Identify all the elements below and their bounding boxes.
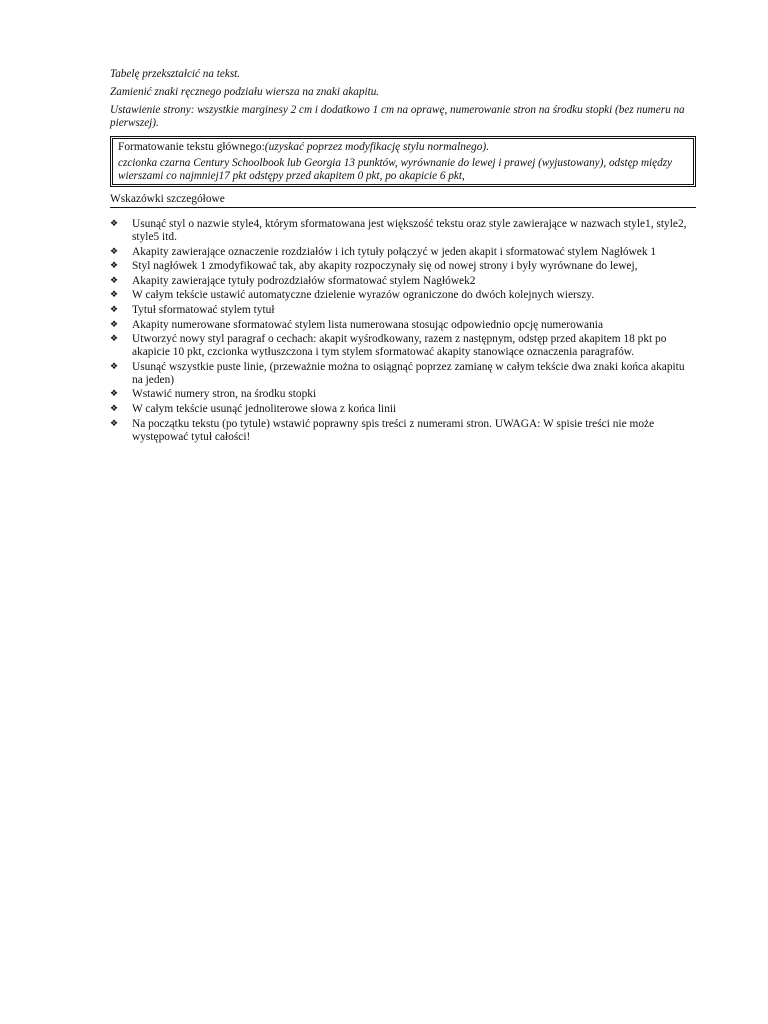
diamond-bullet-icon: ❖ xyxy=(110,219,119,229)
list-item-text: Usunąć wszystkie puste linie, (przeważnie można to osiągnąć poprzez zamianę w całym tekście dwa znaki końca akapitu na jeden) xyxy=(132,360,685,386)
list-item-text: Wstawić numery stron, na środku stopki xyxy=(132,388,317,401)
list-item xyxy=(110,403,696,416)
intro-line-3: Ustawienie strony: wszystkie marginesy 2 cm i dodatkowo 1 cm na oprawę, numerowanie stron na środku stopki (bez numeru na pierwszej). xyxy=(110,104,685,129)
list-item xyxy=(110,289,696,302)
list-item-text: Akapity numerowane sformatować stylem lista numerowana stosując odpowiednio opcję numerowania xyxy=(132,318,603,331)
list-item-text: Akapity zawierające oznaczenie rozdziałów i ich tytuły połączyć w jeden akapit i sformatować stylem Nagłówek 1 xyxy=(132,245,657,258)
box-heading xyxy=(118,140,687,154)
list-item xyxy=(110,361,696,387)
list-item-text: Utworzyć nowy styl paragraf o cechach: akapit wyśrodkowany, razem z następnym, odstęp przed akapitem 18 pkt po akapicie 10 pkt, czcionka wytłuszczona i tym stylem sformatować akapity stanowiące oznaczenia paragrafów. xyxy=(132,333,667,359)
document-page xyxy=(110,68,696,445)
diamond-bullet-icon: ❖ xyxy=(110,275,119,286)
list-item xyxy=(110,218,696,244)
diamond-bullet-icon: ❖ xyxy=(110,403,119,414)
list-item xyxy=(110,319,696,332)
list-item-text: W całym tekście ustawić automatyczne dzielenie wyrazów ograniczone do dwóch kolejnych wierszy. xyxy=(132,289,595,302)
list-item xyxy=(110,418,696,444)
list-item xyxy=(110,304,696,317)
list-item xyxy=(110,388,696,401)
diamond-bullet-icon: ❖ xyxy=(110,290,119,301)
list-item-text: Tytuł sformatować stylem tytuł xyxy=(132,303,275,316)
section-title: Wskazówki szczegółowe xyxy=(110,192,696,208)
diamond-bullet-icon: ❖ xyxy=(110,304,119,315)
list-item-text: Akapity zawierające tytuły podrozdziałów sformatować stylem Nagłówek2 xyxy=(132,274,476,287)
diamond-bullet-icon: ❖ xyxy=(110,319,119,330)
box-heading-label: Formatowanie tekstu głównego: xyxy=(118,141,265,153)
list-item xyxy=(110,275,696,288)
diamond-bullet-icon: ❖ xyxy=(110,261,119,272)
tips-list xyxy=(110,218,696,444)
main-text-formatting-box xyxy=(110,136,696,187)
box-heading-note: (uzyskać poprzez modyfikację stylu normalnego). xyxy=(264,141,490,153)
list-item xyxy=(110,260,696,273)
diamond-bullet-icon: ❖ xyxy=(110,389,119,400)
list-item-text: Na początku tekstu (po tytule) wstawić poprawny spis treści z numerami stron. UWAGA: W spisie treści nie może występować tytuł całości! xyxy=(132,417,655,443)
list-item xyxy=(110,333,696,359)
diamond-bullet-icon: ❖ xyxy=(110,418,119,429)
diamond-bullet-icon: ❖ xyxy=(110,361,119,372)
list-item-text: Usunąć styl o nazwie style4, którym sformatowana jest większość tekstu oraz style zawierające w nazwach style1, style2, style5 itd. xyxy=(132,218,687,243)
intro-line-2: Zamienić znaki ręcznego podziału wiersza na znaki akapitu. xyxy=(110,86,380,98)
list-item-text: W całym tekście usunąć jednoliterowe słowa z końca linii xyxy=(132,402,397,415)
diamond-bullet-icon: ❖ xyxy=(110,334,119,345)
box-body: czcionka czarna Century Schoolbook lub Georgia 13 punktów, wyrównanie do lewej i prawej (wyjustowany), odstęp między wierszami co najmniej17 pkt odstępy przed akapitem 0 pkt, po akapicie 6 pkt, xyxy=(118,157,673,182)
list-item-text: Styl nagłówek 1 zmodyfikować tak, aby akapity rozpoczynały się od nowej strony i były wyrównane do lewej, xyxy=(132,260,638,273)
diamond-bullet-icon: ❖ xyxy=(110,246,119,257)
intro-line-1: Tabelę przekształcić na tekst. xyxy=(110,68,241,80)
list-item xyxy=(110,246,696,259)
